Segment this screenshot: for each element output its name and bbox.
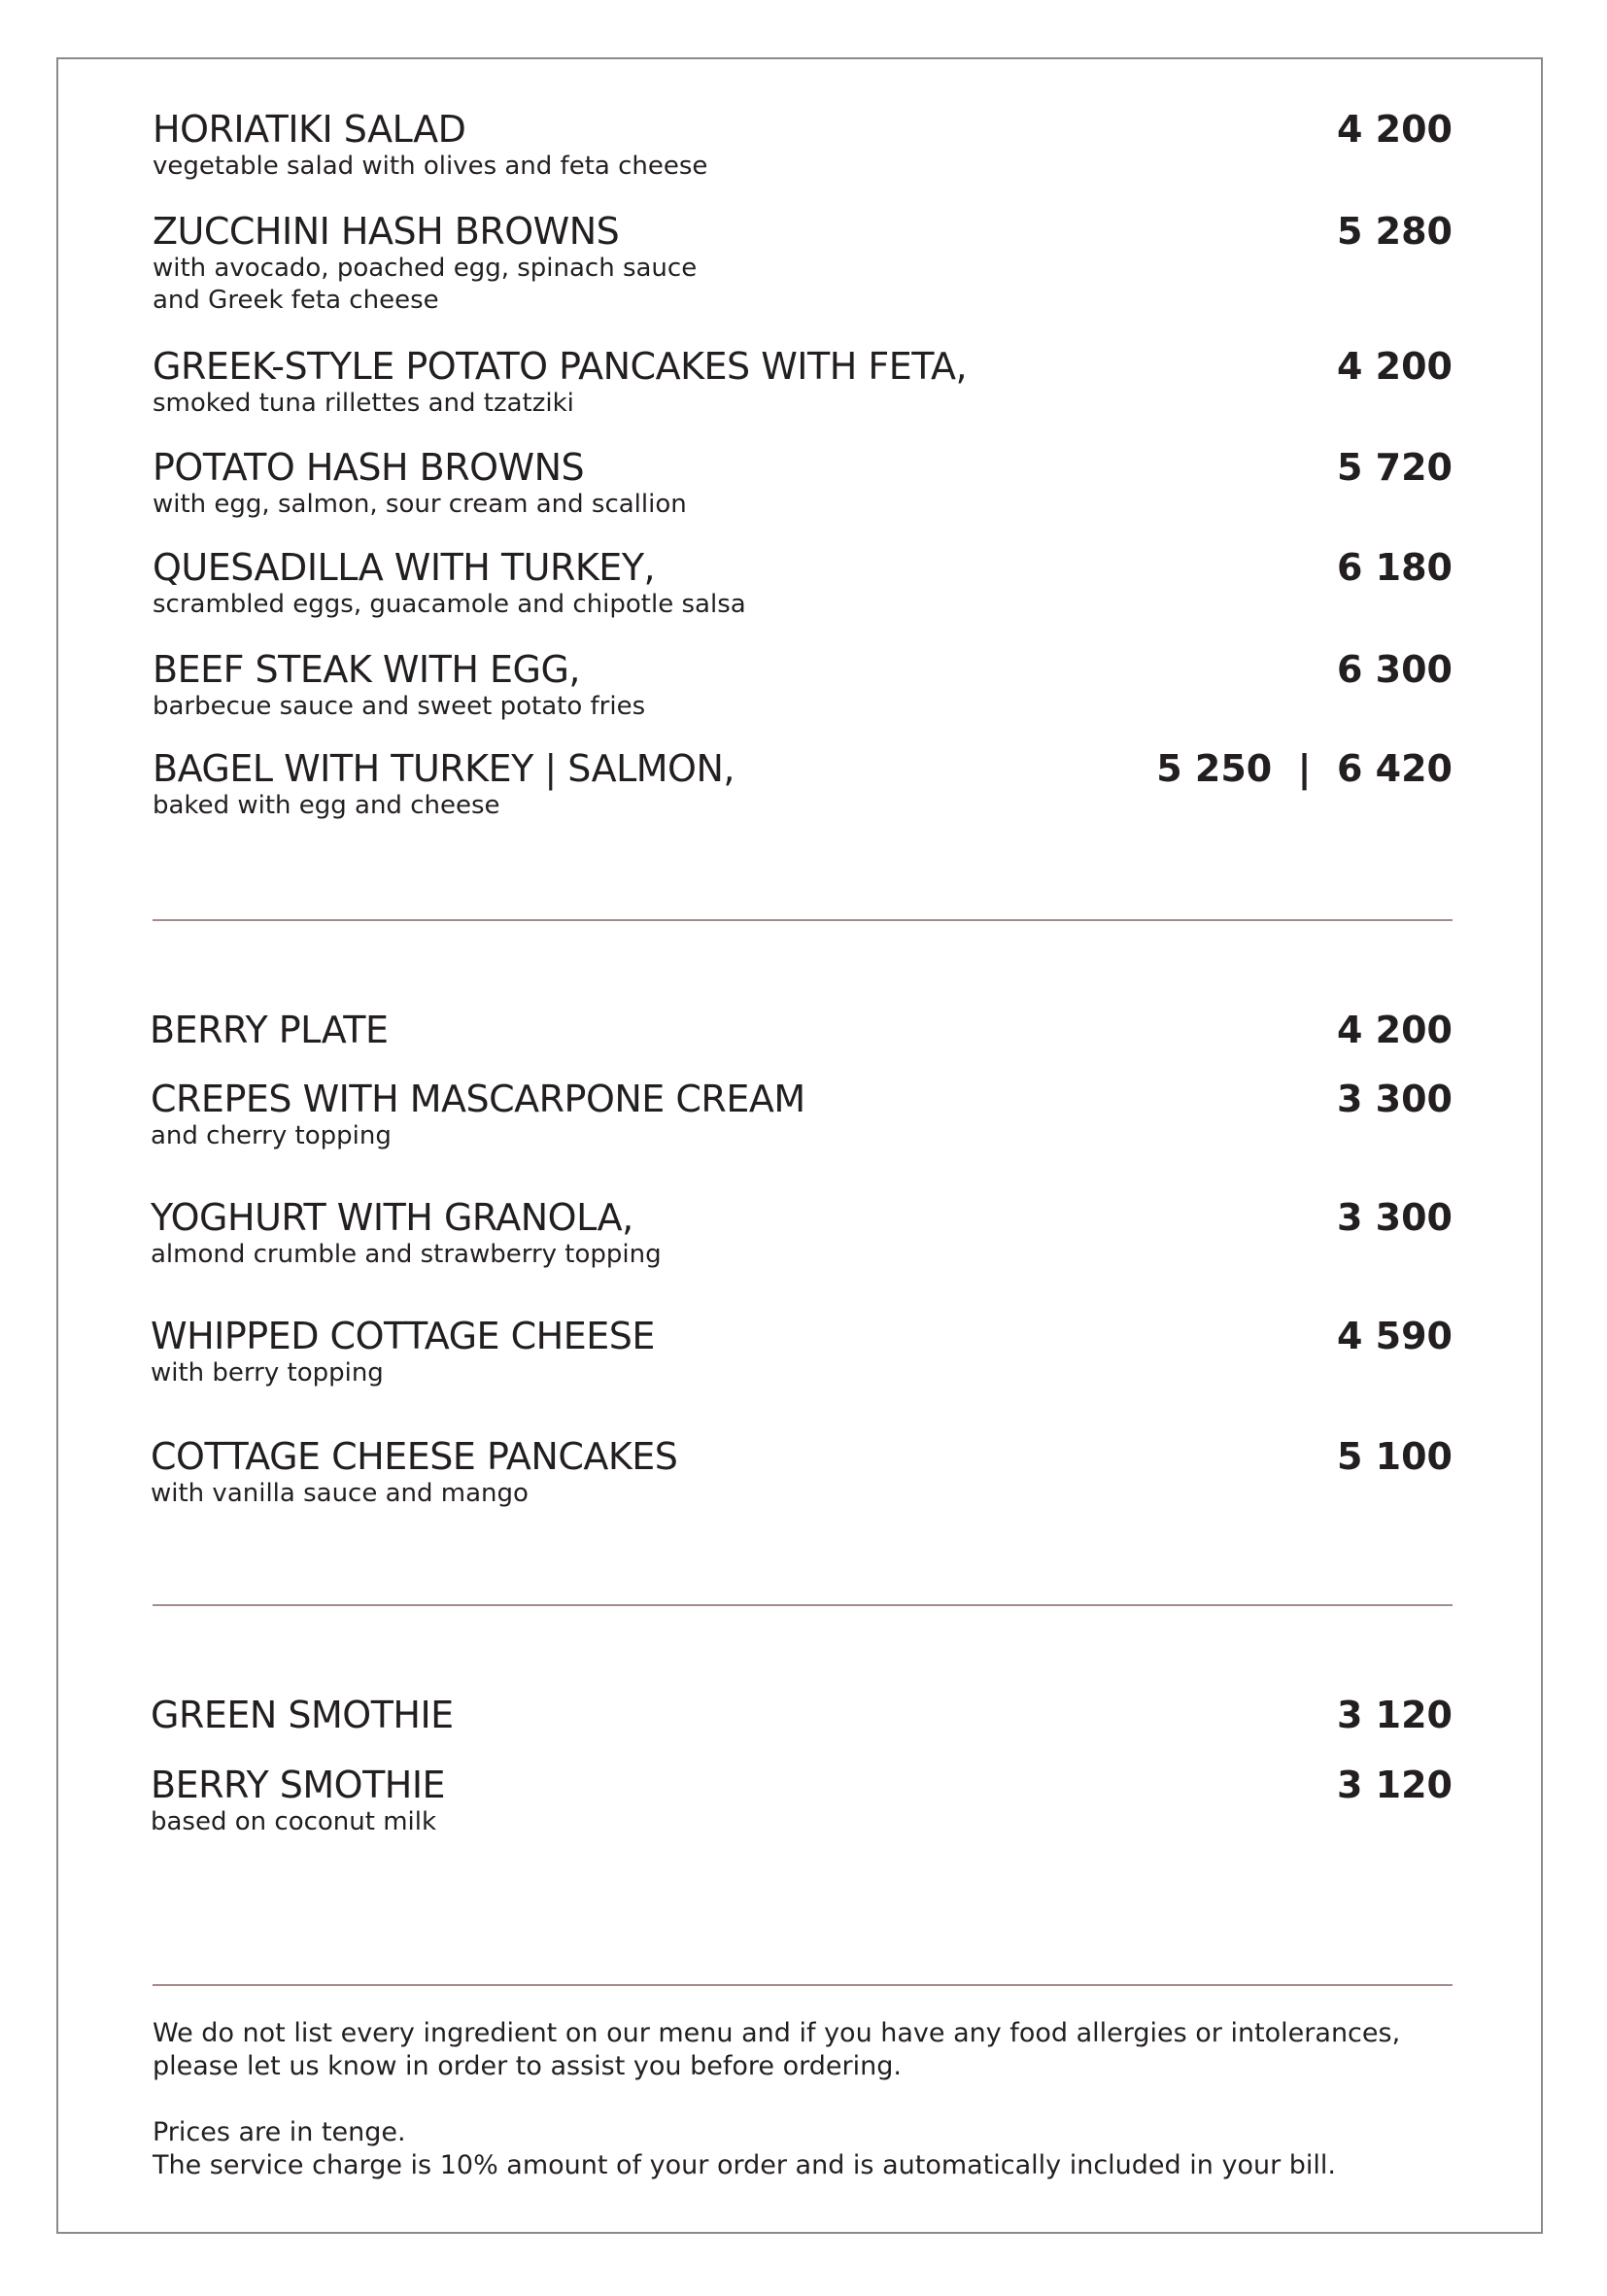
item-name: BAGEL WITH TURKEY | SALMON, (153, 747, 735, 790)
menu-item (151, 1079, 1453, 1152)
item-name: GREEK-STYLE POTATO PANCAKES WITH FETA, (153, 345, 968, 388)
item-description: with berry topping (151, 1358, 384, 1388)
item-description: barbecue sauce and sweet potato fries (153, 692, 646, 721)
item-price: 5 250 | 6 420 (1156, 747, 1453, 790)
item-description: vegetable salad with olives and feta cheese (153, 152, 708, 181)
item-price: 5 720 (1337, 446, 1453, 489)
item-name: COTTAGE CHEESE PANCAKES (151, 1435, 678, 1478)
section-divider (153, 1984, 1453, 1986)
item-name: BEEF STEAK WITH EGG, (153, 648, 580, 691)
item-description: smoked tuna rillettes and tzatziki (153, 389, 574, 418)
item-name: BERRY PLATE (150, 1009, 389, 1051)
menu-item (150, 1011, 1453, 1049)
currency-note: Prices are in tenge. (153, 2117, 406, 2147)
item-price: 5 280 (1337, 210, 1453, 253)
item-price: 3 120 (1337, 1694, 1453, 1736)
item-price: 3 300 (1337, 1078, 1453, 1120)
menu-item (153, 650, 1453, 723)
item-name: ZUCCHINI HASH BROWNS (153, 210, 620, 253)
item-price: 3 120 (1337, 1764, 1453, 1806)
menu-item (151, 1765, 1453, 1838)
item-name: HORIATIKI SALAD (153, 108, 466, 151)
menu-item (151, 1198, 1453, 1271)
item-description: baked with egg and cheese (153, 791, 500, 820)
item-description: based on coconut milk (151, 1807, 437, 1836)
item-price: 4 590 (1337, 1315, 1453, 1357)
item-description: with egg, salmon, sour cream and scallion (153, 490, 687, 519)
menu-item (153, 110, 1453, 183)
item-price: 4 200 (1337, 345, 1453, 388)
section-divider (153, 1604, 1453, 1606)
item-description: scrambled eggs, guacamole and chipotle salsa (153, 590, 746, 619)
menu-item (151, 1437, 1453, 1510)
menu-item (153, 749, 1453, 822)
item-name: GREEN SMOTHIE (151, 1694, 454, 1736)
item-description: almond crumble and strawberry topping (151, 1240, 662, 1269)
menu-item (153, 448, 1453, 521)
menu-item (153, 548, 1453, 621)
pricing-note (153, 2116, 1513, 2182)
item-price: 4 200 (1337, 1009, 1453, 1051)
item-description: and cherry topping (151, 1121, 392, 1150)
item-price: 6 180 (1337, 546, 1453, 589)
menu-item (151, 1317, 1453, 1389)
menu-item (151, 1696, 1453, 1734)
service-charge-note: The service charge is 10% amount of your order and is automatically included in your bill. (153, 2150, 1336, 2180)
item-price: 5 100 (1337, 1435, 1453, 1478)
item-name: WHIPPED COTTAGE CHEESE (151, 1315, 655, 1357)
menu-item (153, 347, 1453, 420)
menu-item (153, 212, 1453, 317)
allergy-note-line: We do not list every ingredient on our menu and if you have any food allergies or intolerances, (153, 2018, 1401, 2048)
item-name: CREPES WITH MASCARPONE CREAM (151, 1078, 805, 1120)
item-price: 3 300 (1337, 1196, 1453, 1239)
item-name: POTATO HASH BROWNS (153, 446, 585, 489)
allergy-note-line: please let us know in order to assist you before ordering. (153, 2051, 902, 2081)
allergy-note (153, 2017, 1513, 2083)
item-name: BERRY SMOTHIE (151, 1764, 446, 1806)
item-price: 6 300 (1337, 648, 1453, 691)
item-price: 4 200 (1337, 108, 1453, 151)
item-description: with vanilla sauce and mango (151, 1479, 529, 1508)
item-name: YOGHURT WITH GRANOLA, (151, 1196, 633, 1239)
item-description: and Greek feta cheese (153, 286, 439, 315)
item-description: with avocado, poached egg, spinach sauce (153, 254, 698, 283)
item-name: QUESADILLA WITH TURKEY, (153, 546, 656, 589)
section-divider (153, 919, 1453, 921)
